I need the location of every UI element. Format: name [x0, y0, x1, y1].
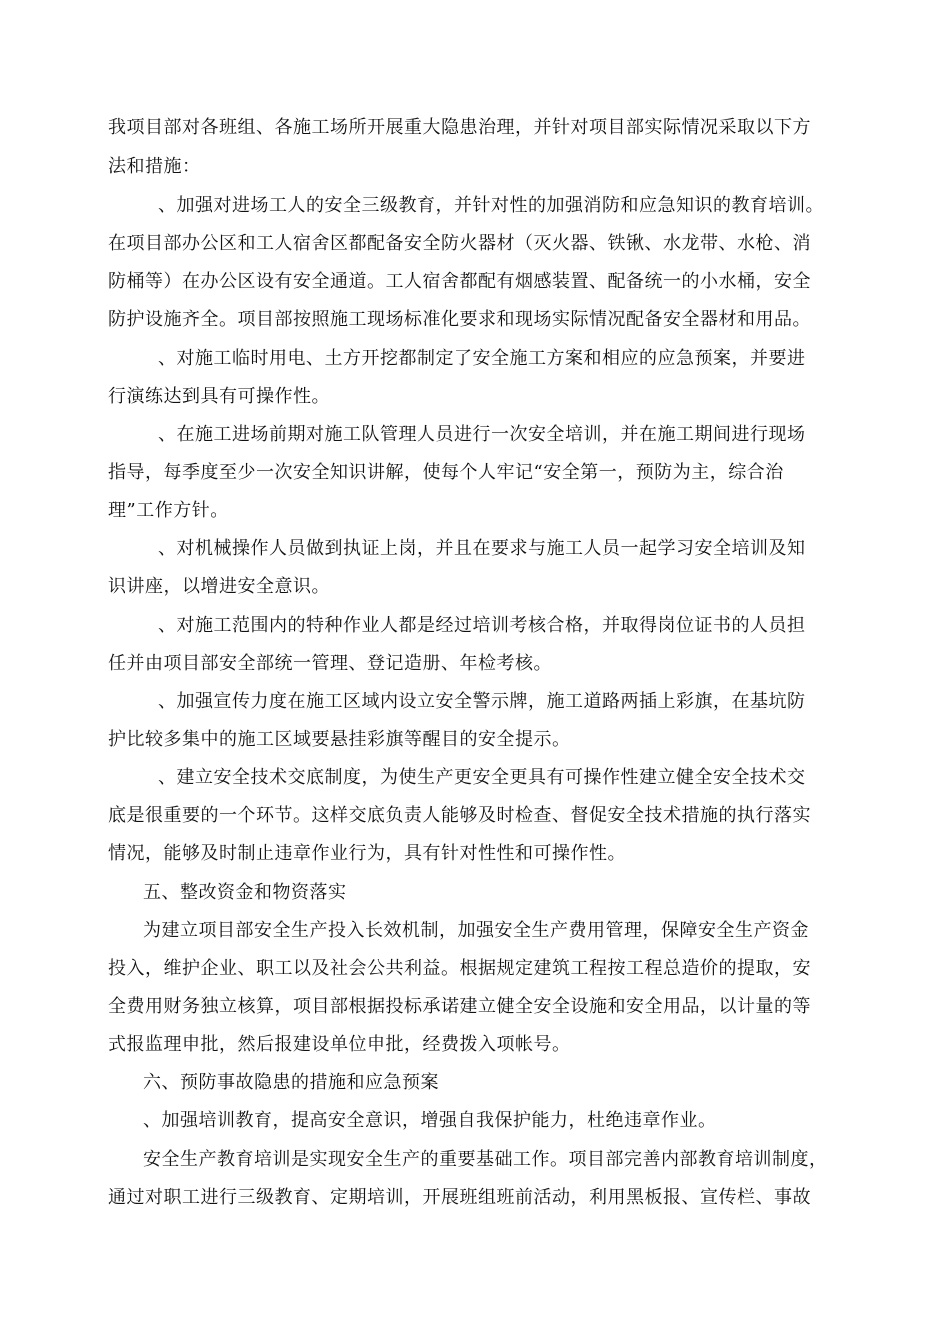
text-line-15: 任并由项目部安全部统一管理、登记造册、年检考核。 [108, 653, 552, 674]
text-line-9: 、在施工进场前期对施工队管理人员进行一次安全培训，并在施工期间进行现场 [158, 424, 806, 445]
text-line-10: 指导，每季度至少一次安全知识讲解，使每个人牢记“安全第一，预防为主，综合治 [108, 462, 784, 483]
text-line-17: 护比较多集中的施工区域要悬挂彩旗等醒目的安全提示。 [108, 729, 571, 750]
text-line-7: 、对施工临时用电、土方开挖都制定了安全施工方案和相应的应急预案，并要进 [158, 348, 806, 369]
text-line-16: 、加强宣传力度在施工区域内设立安全警示牌，施工道路两插上彩旗，在基坑防 [158, 691, 806, 712]
text-line-22: 为建立项目部安全生产投入长效机制，加强安全生产费用管理，保障安全生产资金 [143, 920, 809, 941]
text-line-24: 全费用财务独立核算，项目部根据投标承诺建立健全安全设施和安全用品，以计量的等 [108, 996, 811, 1017]
text-line-11: 理”工作方针。 [108, 500, 229, 521]
text-line-20: 情况，能够及时制止违章作业行为，具有针对性性和可操作性。 [108, 843, 626, 864]
text-line-25: 式报监理申批，然后报建设单位申批，经费拨入项帐号。 [108, 1034, 571, 1055]
text-line-29: 通过对职工进行三级教育、定期培训，开展班组班前活动，利用黑板报、宣传栏、事故 [108, 1187, 811, 1208]
text-line-14: 、对施工范围内的特种作业人都是经过培训考核合格，并取得岗位证书的人员担 [158, 615, 806, 636]
text-line-3: 、加强对进场工人的安全三级教育，并针对性的加强消防和应急知识的教育培训。 [158, 195, 824, 216]
text-line-1: 我项目部对各班组、各施工场所开展重大隐患治理，并针对项目部实际情况采取以下方 [108, 117, 811, 138]
text-line-23: 投入，维护企业、职工以及社会公共利益。根据规定建筑工程按工程总造价的提取，安 [108, 958, 811, 979]
text-line-19: 底是很重要的一个环节。这样交底负责人能够及时检查、督促安全技术措施的执行落实 [108, 805, 811, 826]
text-line-28: 安全生产教育培训是实现安全生产的重要基础工作。项目部完善内部教育培训制度， [143, 1149, 828, 1170]
text-line-18: 、建立安全技术交底制度，为使生产更安全更具有可操作性建立健全安全技术交 [158, 767, 806, 788]
text-line-12: 、对机械操作人员做到执证上岗，并且在要求与施工人员一起学习安全培训及知 [158, 538, 806, 559]
section-heading-6: 六、预防事故隐患的措施和应急预案 [143, 1072, 439, 1093]
text-line-27: 、加强培训教育，提高安全意识，增强自我保护能力，杜绝违章作业。 [143, 1110, 717, 1131]
text-line-5: 防桶等）在办公区设有安全通道。工人宿舍都配有烟感装置、配备统一的小水桶，安全 [108, 271, 811, 292]
text-line-6: 防护设施齐全。项目部按照施工现场标准化要求和现场实际情况配备安全器材和用品。 [108, 309, 811, 330]
text-line-8: 行演练达到具有可操作性。 [108, 386, 330, 407]
text-line-4: 在项目部办公区和工人宿舍区都配备安全防火器材（灭火器、铁锹、水龙带、水枪、消 [108, 233, 811, 254]
text-line-2: 法和措施： [108, 156, 201, 177]
section-heading-5: 五、整改资金和物资落实 [143, 882, 347, 903]
text-line-13: 识讲座，以增进安全意识。 [108, 576, 330, 597]
